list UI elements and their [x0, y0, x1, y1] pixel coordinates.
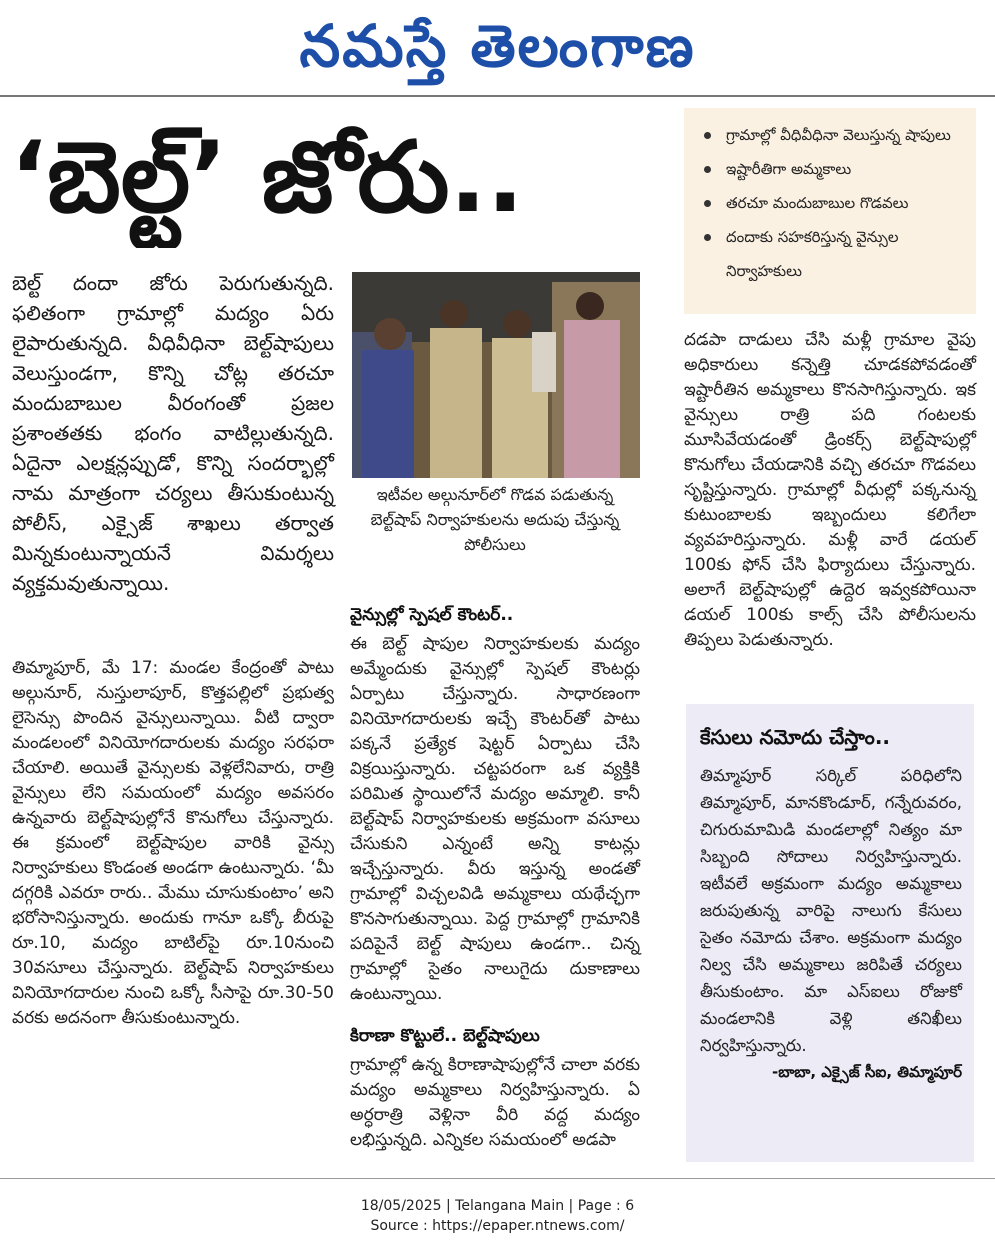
bullet-icon [704, 132, 711, 139]
article-intro: బెల్ట్ దందా జోరు పెరుగుతున్నది. ఫలితంగా గ్రామాల్లో మద్యం ఏరు లైపారుతున్నది. వీధివీధినా బెల్ట్‌షాపులు వెలుస్తుండగా, కొన్ని చోట్ల తరచూ మందుబాబుల వీరంగంతో ప్రజల ప్రశాంతతకు భంగం వాటిల్లుతున్నది. ఏదైనా ఎలక్షన్లప్పుడో, కొన్ని సందర్భాల్లో నామ మాత్రంగా చర్యలు తీసుకుంటున్న పోలీస్, ఎక్సైజ్ శాఖలు తర్వాత మిన్నకుంటున్నాయనే విమర్శలు వ్యక్తమవుతున్నాయి. [12, 271, 334, 595]
middle-column [350, 598, 640, 1153]
source-link[interactable]: Source : https://epaper.ntnews.com/ [370, 1218, 625, 1234]
bottom-divider [0, 1178, 995, 1179]
page-footer [0, 1196, 995, 1236]
left-column [12, 656, 334, 1031]
highlight-item [698, 152, 966, 186]
bullet-icon [704, 166, 711, 173]
quote-attribution: -బాబా, ఎక్సైజ్ సీఐ, తిమ్మాపూర్ [771, 1063, 962, 1081]
highlights-list [698, 118, 966, 288]
highlight-text: గ్రామాల్లో వీధివీధినా వెలుస్తున్న షాపులు [726, 126, 951, 144]
news-photo [352, 272, 640, 478]
section-subheading: వైన్సుల్లో స్పెషల్ కౌంటర్.. [350, 605, 514, 625]
highlight-item [698, 186, 966, 220]
police-scene-image [352, 272, 640, 478]
highlight-item [698, 118, 966, 152]
body-paragraph: ఈ బెల్ట్ షాపుల నిర్వాహకులకు మద్యం అమ్మేందుకు వైన్సుల్లో స్పెషల్ కౌంటర్లు ఏర్పాటు చేస్తున్నారు. సాధారణంగా వినియోగదారులకు ఇచ్చే కౌంటర్‌తో పాటు పక్కనే ప్రత్యేక షెట్టర్ ఏర్పాటు చేసి విక్రయిస్తున్నారు. చట్టపరంగా ఒక వ్యక్తికి పరిమిత స్థాయిలోనే మద్యం అమ్మాలి. కానీ బెల్ట్‌షాప్ నిర్వాహకులకు అక్రమంగా వసూలు చేసుకుని ఎన్నంటే అన్ని కాటన్లు ఇచ్చేస్తున్నారు. వీరు ఇస్తున్న అండతో గ్రామాల్లో విచ్చలవిడి అమ్మకాలు యథేచ్ఛగా కొనసాగుతున్నాయి. పెద్ద గ్రామాల్లో గ్రామానికి పదిపైనే బెల్ట్ షాపులు ఉండగా.. చిన్న గ్రామాల్లో సైతం నాలుగైదు దుకాణాలు ఉంటున్నాయి. [350, 634, 640, 1004]
body-paragraph: తిమ్మాపూర్, మే 17: మండల కేంద్రంతో పాటు అల్గునూర్, నుస్తులాపూర్, కొత్తపల్లిలో ప్రభుత్వ లైసెన్సు పొందిన వైన్సులున్నాయి. వీటి ద్వారా మండలంలో వినియోగదారులకు మద్యం సరఫరా చేయాలి. అయితే వైన్సులకు వెళ్లలేనివారు, రాత్రి వైన్సులు లేని సమయంలో మద్యం అవసరం ఉన్నవారు బెల్ట్‌షాపుల్లోనే కొనుగోలు చేస్తున్నారు. ఈ క్రమంలో బెల్ట్‌షాపుల వారికి వైన్సు నిర్వాహకులు కొండంత అండగా ఉంటున్నారు. ‘మీ దగ్గరికి ఎవరూ రారు.. మేము చూసుకుంటాం’ అని భరోసానిస్తున్నారు. అందుకు గానూ ఒక్కో బీరుపై రూ.10, మద్యం బాటిల్‌పై రూ.10నుంచి 30వసూలు చేస్తున్నారు. బెల్ట్‌షాప్ నిర్వాహకులు వినియోగదారుల నుంచి ఒక్కో సీసాపై రూ.30-50 వరకు అదనంగా తీసుకుంటున్నారు. [12, 658, 334, 1028]
highlight-text: ఇష్టారీతిగా అమ్మకాలు [726, 160, 852, 178]
section-subheading: కిరాణా కొట్టులే.. బెల్ట్‌షాపులు [350, 1026, 540, 1046]
highlights-box [684, 108, 976, 314]
newspaper-logo: నమస్తే తెలంగాణ [299, 12, 696, 80]
body-paragraph: దడపా దాడులు చేసి మళ్లీ గ్రామాల వైపు అధికారులు కన్నెత్తి చూడకపోవడంతో ఇష్టారీతిన అమ్మకాలు కొనసాగిస్తున్నారు. ఇక వైన్సులు రాత్రి పది గంటలకు మూసివేయడంతో డ్రింకర్స్ బెల్ట్‌షాపుల్లో కొనుగోలు చేయడానికి వచ్చి తరచూ గొడవలు సృష్టిస్తున్నారు. గ్రామాల్లో వీధుల్లో పక్కనున్న కుటుంబాలకు ఇబ్బందులు కలిగేలా వ్యవహరిస్తున్నారు. మళ్లీ వారే డయల్ 100కు ఫోన్ చేసి ఫిర్యాదులు చేస్తున్నారు. అలాగే బెల్ట్‌షాపుల్లో ఉద్దెర ఇవ్వకపోయినా డయల్ 100కు కాల్స్ చేసి పోలీసులను తిప్పలు పెడుతున్నారు. [684, 330, 976, 650]
bullet-icon [704, 234, 711, 241]
official-quote-box [686, 704, 974, 1162]
highlight-text: తరచూ మందుబాబుల గొడవలు [726, 194, 909, 212]
right-column [684, 328, 976, 653]
article-headline: ‘బెల్ట్’ జోరు.. [10, 121, 524, 235]
highlight-text: దందాకు సహకరిస్తున్న వైన్సుల నిర్వాహకులు [726, 228, 899, 280]
highlight-item [698, 220, 966, 288]
masthead [0, 0, 995, 92]
bullet-icon [704, 200, 711, 207]
edition-info: 18/05/2025 | Telangana Main | Page : 6 [360, 1198, 635, 1214]
body-paragraph: గ్రామాల్లో ఉన్న కిరాణాషాపుల్లోనే చాలా వరకు మద్యం అమ్మకాలు నిర్వహిస్తున్నారు. ఏ అర్ధరాత్రి వెళ్లినా వీరి వద్ద మద్యం లభిస్తున్నది. ఎన్నికల సమయంలో అడపా [350, 1055, 640, 1150]
top-divider [0, 95, 995, 97]
quote-box-title: కేసులు నమోదు చేస్తాం.. [700, 725, 891, 749]
photo-caption: ఇటీవల అల్గునూర్‌లో గొడవ పడుతున్న బెల్ట్‌షాప్ నిర్వాహకులను అదుపు చేస్తున్న పోలీసులు [370, 485, 620, 554]
quote-box-body: తిమ్మాపూర్ సర్కిల్ పరిధిలోని తిమ్మాపూర్, మానకొండూర్, గన్నేరువరం, చిగురుమామిడి మండలాల్లో నిత్యం మా సిబ్బంది సోదాలు నిర్వహిస్తున్నారు. ఇటీవలే అక్రమంగా మద్యం అమ్మకాలు జరుపుతున్న వారిపై నాలుగు కేసులు సైతం నమోదు చేశాం. అక్రమంగా మద్యం నిల్వ చేసి అమ్మకాలు జరిపితే చర్యలు తీసుకుంటాం. మా ఎస్‌ఐలు రోజుకో మండలానికి వెళ్లి తనిఖీలు నిర్వహిస్తున్నారు. [700, 766, 962, 1055]
